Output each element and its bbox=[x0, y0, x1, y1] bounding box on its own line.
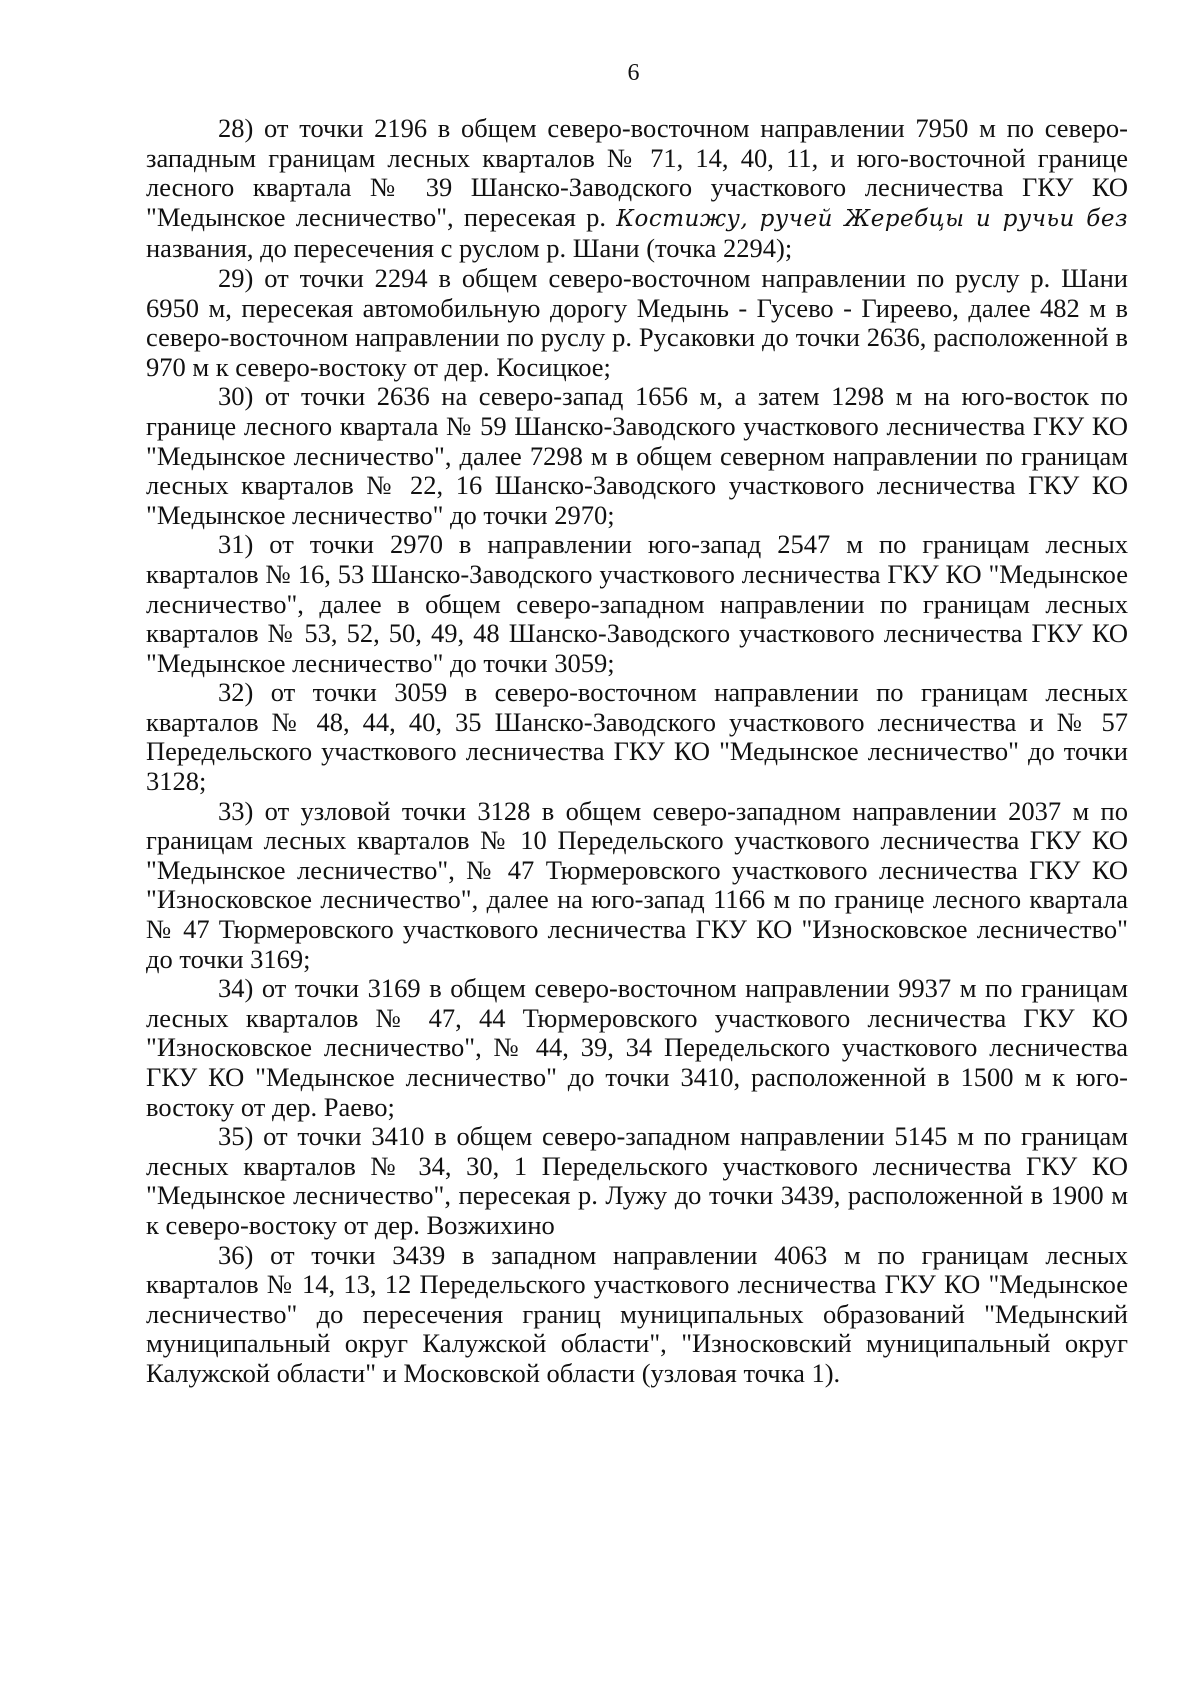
paragraph-33 bbox=[146, 797, 1128, 975]
paragraph-28 bbox=[146, 114, 1128, 264]
paragraph-34 bbox=[146, 974, 1128, 1122]
paragraph-28-text-3: названия, до пересечения с руслом р. Шани (точка 2294); bbox=[146, 233, 793, 264]
paragraph-36-text: 36) от точки 3439 в западном направлении 4063 м по границам лесных кварталов № 14, 13, 12 Передельского участкового лесничества ГКУ КО "Медынское лесничество" до пересечения границ муниципальных образований "Медынский муниципальный округ Калужской области", "Износковский муниципальный округ Калужской области" и Московской области (узловая точка 1). bbox=[146, 1239, 1128, 1388]
paragraph-29 bbox=[146, 264, 1128, 382]
paragraph-30-text: 30) от точки 2636 на северо-запад 1656 м, а затем 1298 м на юго-восток по границе лесного квартала № 59 Шанско-Заводского участкового лесничества ГКУ КО "Медынское лесничество", далее 7298 м в общем северном направлении по границам лесных кварталов № 22, 16 Шанско-Заводского участкового лесничества ГКУ КО "Медынское лесничество" до точки 2970; bbox=[146, 381, 1128, 530]
paragraph-28-text-1: 28) от точки 2196 в общем северо-восточном направлении 7950 м по северо-западным границам лесных кварталов № 71, 14, 40, 11, и юго-восточной границе лесного квартала № 39 Шанско-Заводского участкового лесничества ГКУ КО "Медынское лесничество", пересекая р. bbox=[146, 113, 1128, 232]
paragraph-35 bbox=[146, 1122, 1128, 1240]
paragraph-31 bbox=[146, 530, 1128, 678]
page-number: 6 bbox=[627, 60, 640, 86]
paragraph-28-text-2: Костижу, ручей Жеребцы и ручьи без bbox=[616, 205, 1128, 232]
paragraph-32 bbox=[146, 678, 1128, 796]
paragraph-33-text: 33) от узловой точки 3128 в общем северо-западном направлении 2037 м по границам лесных кварталов № 10 Передельского участкового лесничества ГКУ КО "Медынское лесничество", № 47 Тюрмеровского участкового лесничества ГКУ КО "Износковское лесничество", далее на юго-запад 1166 м по границе лесного квартала № 47 Тюрмеровского участкового лесничества ГКУ КО "Износковское лесничество" до точки 3169; bbox=[146, 795, 1128, 974]
paragraph-35-text: 35) от точки 3410 в общем северо-западном направлении 5145 м по границам лесных кварталов № 34, 30, 1 Передельского участкового лесничества ГКУ КО "Медынское лесничество", пересекая р. Лужу до точки 3439, расположенной в 1900 м к северо-востоку от дер. Возжихино bbox=[146, 1121, 1128, 1240]
paragraph-30 bbox=[146, 382, 1128, 530]
paragraph-32-text: 32) от точки 3059 в северо-восточном направлении по границам лесных кварталов № 48, 44, 40, 35 Шанско-Заводского участкового лесничества и № 57 Передельского участкового лесничества ГКУ КО "Медынское лесничество" до точки 3128; bbox=[146, 677, 1128, 797]
paragraph-29-text: 29) от точки 2294 в общем северо-восточном направлении по руслу р. Шани 6950 м, пересекая автомобильную дорогу Медынь - Гусево - Гиреево, далее 482 м в северо-восточном направлении по руслу р. Русаковки до точки 2636, расположенной в 970 м к северо-востоку от дер. Косицкое; bbox=[146, 262, 1128, 382]
paragraph-34-text: 34) от точки 3169 в общем северо-восточном направлении 9937 м по границам лесных кварталов № 47, 44 Тюрмеровского участкового лесничества ГКУ КО "Износковское лесничество", № 44, 39, 34 Передельского участкового лесничества ГКУ КО "Медынское лесничество" до точки 3410, расположенной в 1500 м к юго-востоку от дер. Раево; bbox=[146, 973, 1128, 1122]
paragraph-36 bbox=[146, 1241, 1128, 1389]
document-body bbox=[146, 114, 1128, 1389]
paragraph-31-text: 31) от точки 2970 в направлении юго-запад 2547 м по границам лесных кварталов № 16, 53 Шанско-Заводского участкового лесничества ГКУ КО "Медынское лесничество", далее в общем северо-западном направлении по границам лесных кварталов № 53, 52, 50, 49, 48 Шанско-Заводского участкового лесничества ГКУ КО "Медынское лесничество" до точки 3059; bbox=[146, 529, 1128, 678]
